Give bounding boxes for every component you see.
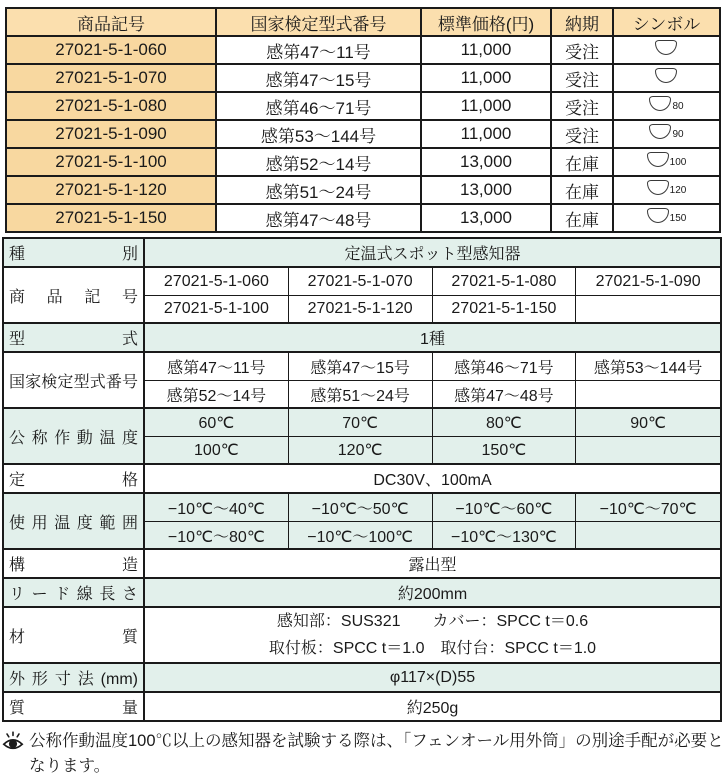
price-cell: 11,000 [421,36,551,64]
spec-row-dimensions [4,662,720,691]
spec-label: 質 量 [4,693,145,720]
symbol-temp-label: 120 [669,185,687,196]
spec-table [2,237,722,722]
symbol-cell [613,148,720,176]
spec-cell: 120℃ [289,436,433,463]
cert-cell: 感第46〜71号 [216,92,421,120]
spec-cell: −10℃〜100℃ [289,521,433,548]
delivery-cell: 受注 [551,36,613,64]
cert-cell: 感第52〜14号 [216,148,421,176]
footnote-text: 公称作動温度100℃以上の感知器を試験する際は、「フェンオール用外筒」の別途手配が必要となります。 [29,732,724,775]
spec-value: 露出型 [408,557,457,574]
spec-cell: −10℃〜130℃ [433,521,577,548]
spec-label: 使 用 温 度 範 囲 [4,494,145,548]
spec-cell: 70℃ [289,409,433,436]
spec-grid [145,353,720,407]
cert-cell: 感第47〜11号 [216,36,421,64]
spec-cell: 90℃ [630,414,666,432]
table-row [6,204,720,232]
spec-label: 種 別 [4,239,145,266]
material-line: 感知部：SUS321 カバー：SPCC t＝0.6 [276,613,589,630]
symbol-temp-label: 100 [669,157,687,168]
price-cell: 11,000 [421,92,551,120]
symbol-cell [613,64,720,92]
spec-value: φ117×(D)55 [389,668,476,686]
spec-grid [145,268,720,322]
spec-value: 定温式スポット型感知器 [344,246,521,263]
spec-cell: 27021-5-1-080 [433,268,577,295]
spec-row-material [4,606,720,662]
spec-row-product-code [4,266,720,322]
spec-row-model [4,322,720,351]
symbol-cell [613,92,720,120]
spec-cell [576,295,720,322]
symbol-cell [613,36,720,64]
spec-cell: 80℃ [433,409,577,436]
table-row [6,120,720,148]
col-header-cert-number: 国家検定型式番号 [216,8,421,36]
col-header-product-code: 商品記号 [6,8,216,36]
detector-symbol-icon [649,124,683,139]
delivery-cell: 在庫 [551,204,613,232]
product-code-cell: 27021-5-1-080 [6,92,216,120]
footnote [2,729,724,779]
table-row [6,64,720,92]
table-row [6,176,720,204]
spec-cell [576,521,720,548]
product-code-cell: 27021-5-1-070 [6,64,216,92]
spec-row-rating [4,463,720,492]
spec-label: 型 式 [4,324,145,351]
table-row [6,36,720,64]
product-code-cell: 27021-5-1-120 [6,176,216,204]
price-table-header-row [6,8,720,36]
spec-cell: −10℃〜50℃ [289,494,433,521]
spec-row-operating-temp [4,407,720,463]
spec-label: リ ー ド 線 長 さ [4,579,145,606]
spec-cell: 27021-5-1-120 [289,295,433,322]
spec-cell: 感第52〜14号 [145,380,289,407]
attention-eye-icon [2,731,24,761]
spec-label: 材 質 [4,608,145,662]
material-line: 取付板：SPCC t＝1.0 取付台：SPCC t＝1.0 [268,640,597,657]
spec-cell: −10℃〜70℃ [599,501,697,518]
spec-row-lead-wire-length [4,577,720,606]
delivery-cell: 受注 [551,92,613,120]
spec-cell: 感第47〜15号 [289,353,433,380]
product-code-cell: 27021-5-1-150 [6,204,216,232]
symbol-cell [613,204,720,232]
col-header-price: 標準価格(円) [421,8,551,36]
cert-cell: 感第51〜24号 [216,176,421,204]
spec-grid [145,494,720,548]
product-code-cell: 27021-5-1-100 [6,148,216,176]
spec-value: 約250g [406,700,459,717]
spec-cell: 感第47〜48号 [433,380,577,407]
price-cell: 13,000 [421,148,551,176]
product-code-cell: 27021-5-1-060 [6,36,216,64]
spec-row-type [4,239,720,266]
spec-cell: −10℃〜40℃ [145,494,289,521]
spec-cell: 27021-5-1-150 [433,295,577,322]
price-cell: 11,000 [421,64,551,92]
spec-label: 国家検定型式番号 [4,353,145,407]
spec-cell: 27021-5-1-100 [145,295,289,322]
spec-cell: 感第47〜11号 [145,353,289,380]
spec-cell [576,380,720,407]
symbol-temp-label: 80 [672,101,684,112]
delivery-cell: 在庫 [551,148,613,176]
price-cell: 13,000 [421,204,551,232]
price-cell: 11,000 [421,120,551,148]
symbol-temp-label: 90 [672,129,684,140]
spec-value [145,608,720,662]
delivery-cell: 在庫 [551,176,613,204]
spec-value: 約200mm [397,586,468,603]
symbol-cell [613,176,720,204]
spec-value: 1種 [420,331,445,348]
price-cell: 13,000 [421,176,551,204]
spec-cell: 感第46〜71号 [433,353,577,380]
product-code-cell: 27021-5-1-090 [6,120,216,148]
col-header-delivery: 納期 [551,8,613,36]
col-header-symbol: シンボル [613,8,720,36]
symbol-cell [613,120,720,148]
spec-cell: 27021-5-1-060 [145,268,289,295]
spec-label: 構 造 [4,550,145,577]
spec-row-cert-number [4,351,720,407]
symbol-temp-label: 150 [669,213,687,224]
spec-label: 公 称 作 動 温 度 [4,409,145,463]
spec-value: DC30V、100mA [373,472,492,489]
detector-symbol-icon [655,40,678,55]
spec-row-structure [4,548,720,577]
cert-cell: 感第47〜48号 [216,204,421,232]
spec-cell: 27021-5-1-070 [289,268,433,295]
spec-cell: 27021-5-1-090 [595,272,701,290]
spec-cell: 150℃ [433,436,577,463]
detector-symbol-icon [655,68,678,83]
delivery-cell: 受注 [551,120,613,148]
spec-label: 定 格 [4,465,145,492]
detector-symbol-icon [647,180,687,195]
delivery-cell: 受注 [551,64,613,92]
detector-symbol-icon [647,152,687,167]
cert-cell: 感第47〜15号 [216,64,421,92]
spec-cell: 60℃ [145,409,289,436]
spec-cell: 感第53〜144号 [593,360,703,377]
table-row [6,148,720,176]
price-table [5,7,721,233]
spec-cell: 100℃ [145,436,289,463]
detector-symbol-icon [647,208,687,223]
spec-cell: −10℃〜60℃ [433,494,577,521]
spec-row-weight [4,691,720,720]
spec-cell [576,436,720,463]
table-row [6,92,720,120]
spec-row-ambient-temp-range [4,492,720,548]
spec-cell: −10℃〜80℃ [145,521,289,548]
spec-label: 商 品 記 号 [4,268,145,322]
spec-cell: 感第51〜24号 [289,380,433,407]
cert-cell: 感第53〜144号 [216,120,421,148]
spec-grid [145,409,720,463]
detector-symbol-icon [649,96,683,111]
spec-label: 外形寸法(mm) [4,664,145,691]
